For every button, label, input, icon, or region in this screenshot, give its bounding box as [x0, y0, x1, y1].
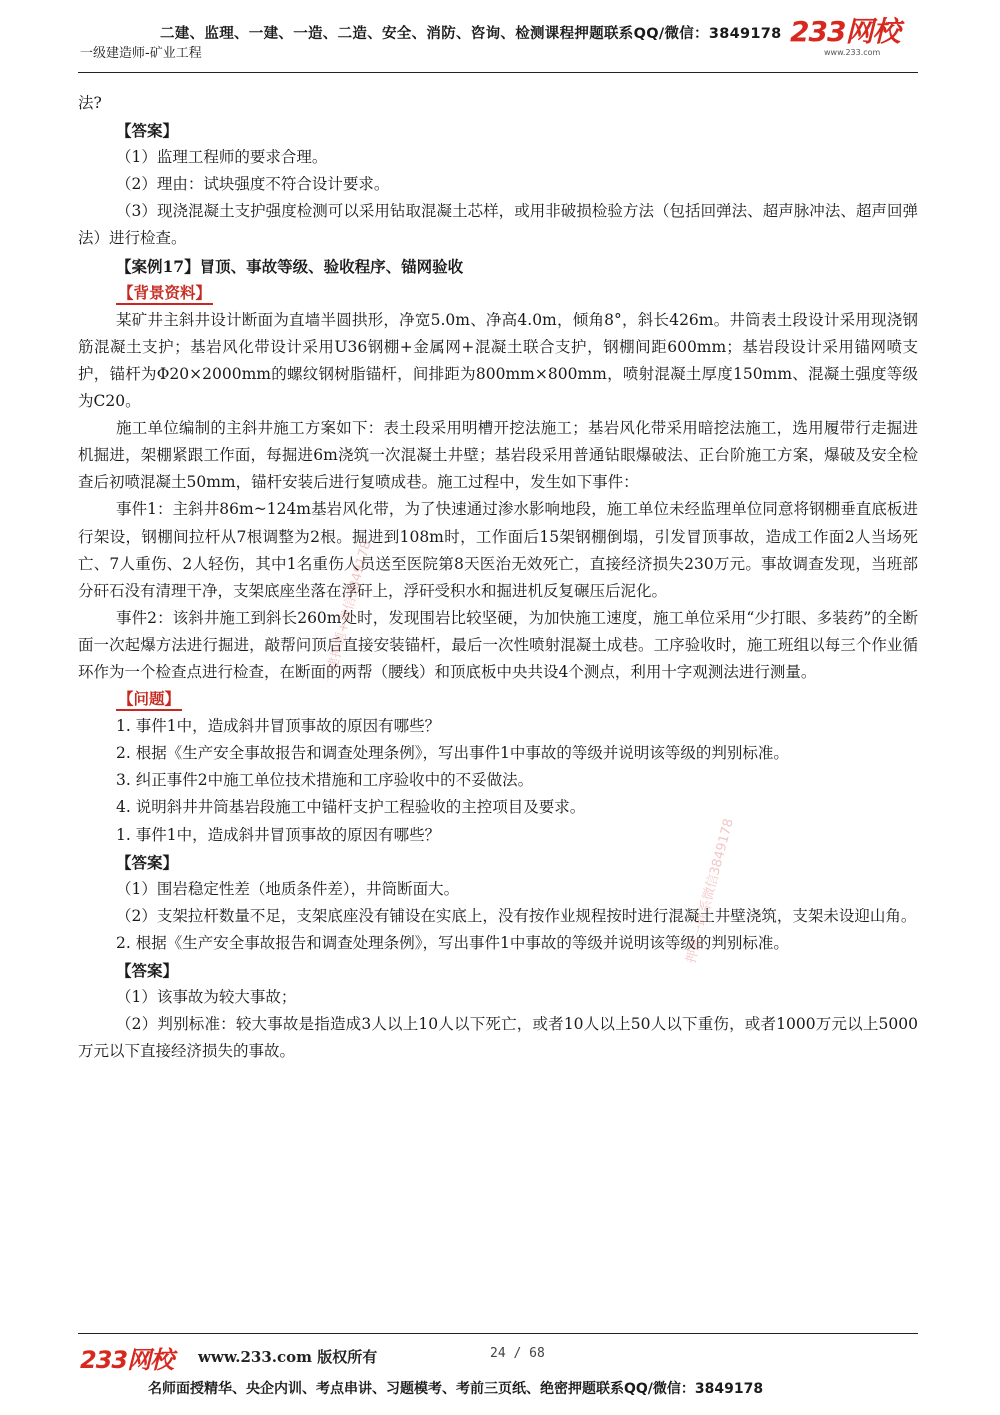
- section-label: 【问题】: [116, 689, 182, 711]
- page-number: 24 / 68: [490, 1346, 545, 1361]
- text-line: 3. 纠正事件2中施工单位技术措施和工序验收中的不妥做法。: [116, 771, 534, 790]
- paragraph: 事件2：该斜井施工到斜长260m处时，发现围岩比较坚硬，为加快施工速度，施工单位采用“少打眼、多装药”的全断面一次起爆方法进行掘进，敲帮问顶后直接安装锚杆，最后一次性喷射混凝土成巷。工序验收时，施工班组以每三个作业循环作为一个检查点进行检查，在断面的两帮（腰线）和顶底板中央共设4个测点，利用十字观测法进行测量。: [78, 608, 918, 681]
- text-line: （1）围岩稳定性差（地质条件差），井筒断面大。: [116, 879, 460, 898]
- watermark-2: 押题一联系微信3849178: [683, 817, 737, 965]
- section-label-row: [78, 686, 918, 713]
- text-line: 1. 事件1中，造成斜井冒顶事故的原因有哪些？: [116, 717, 441, 736]
- footer-logo: 233网校: [80, 1346, 174, 1374]
- section-label-row: [78, 280, 918, 307]
- footer-copyright: www.233.com 版权所有: [198, 1348, 378, 1366]
- section-heading: 【答案】: [116, 852, 179, 872]
- header-subtitle: 一级建造师-矿业工程: [80, 46, 202, 61]
- text-line: （2）理由：试块强度不符合设计要求。: [116, 175, 390, 194]
- footer-promo: 名师面授精华、央企内训、考点串讲、习题模考、考前三页纸、绝密押题联系QQ/微信：3849178: [148, 1381, 764, 1397]
- section-heading: 【答案】: [116, 121, 179, 141]
- section-label: 【背景资料】: [116, 283, 213, 305]
- paragraph: （2）支架拉杆数量不足，支架底座没有铺设在实底上，没有按作业规程按时进行混凝土井壁浇筑，支架未设迎山角。: [116, 906, 917, 925]
- text-line: 4. 说明斜井井筒基岩段施工中锚杆支护工程验收的主控项目及要求。: [116, 798, 586, 817]
- header-logo: [790, 16, 918, 64]
- paragraph: 2. 根据《生产安全事故报告和调查处理条例》，写出事件1中事故的等级并说明该等级的判别标准。: [116, 744, 789, 763]
- section-heading: 【答案】: [116, 961, 179, 980]
- footer-divider: [78, 1333, 918, 1334]
- text-line: 法?: [78, 94, 102, 112]
- text-line: 1. 事件1中，造成斜井冒顶事故的原因有哪些？: [116, 825, 441, 844]
- page-content: [78, 90, 918, 1065]
- section-heading: 【案例17】冒顶、事故等级、验收程序、锚网验收: [116, 256, 464, 276]
- paragraph: （3）现浇混凝土支护强度检测可以采用钻取混凝土芯样，或用非破损检验方法（包括回弹法、超声脉冲法、超声回弹法）进行检查。: [78, 202, 918, 248]
- paragraph: 施工单位编制的主斜井施工方案如下：表土段采用明槽开挖法施工；基岩风化带采用暗挖法施工，选用履带行走掘进机掘进，架棚紧跟工作面，每掘进6m浇筑一次混凝土井壁；基岩段采用普通钻眼爆破法、正台阶施工方案，爆破及安全检查后初喷混凝土50mm，锚杆安装后进行复喷成巷。施工过程中，发生如下事件：: [78, 419, 918, 492]
- header-divider: [78, 72, 918, 73]
- logo-url: www.233.com: [824, 48, 881, 57]
- watermark-1: 一建押题+微信3849178: [321, 539, 375, 685]
- header-promo: 二建、监理、一建、一造、二造、安全、消防、咨询、检测课程押题联系QQ/微信：3849178: [160, 26, 782, 42]
- text-line: （1）监理工程师的要求合理。: [116, 148, 328, 167]
- logo-text: 233网校: [790, 15, 900, 48]
- paragraph: （2）判别标准：较大事故是指造成3人以上10人以下死亡，或者10人以上50人以下重伤，或者1000万元以上5000万元以下直接经济损失的事故。: [78, 1015, 918, 1061]
- paragraph: 2. 根据《生产安全事故报告和调查处理条例》，写出事件1中事故的等级并说明该等级的判别标准。: [116, 933, 789, 952]
- paragraph: 某矿井主斜井设计断面为直墙半圆拱形，净宽5.0m、净高4.0m，倾角8°，斜长426m。井筒表土段设计采用现浇钢筋混凝土支护；基岩风化带设计采用U36钢棚+金属网+混凝土联合支护，钢棚间距600mm；基岩段设计采用锚网喷支护，锚杆为Φ20×2000mm的螺纹钢树脂锚杆，间排距为800mm×800mm，喷射混凝土厚度150mm、混凝土强度等级为C20。: [78, 310, 918, 411]
- paragraph: 事件1：主斜井86m~124m基岩风化带，为了快速通过渗水影响地段，施工单位未经监理单位同意将钢棚垂直底板进行架设，钢棚间拉杆从7根调整为2根。掘进到108m时，工作面后15架钢棚倒塌，引发冒顶事故，造成工作面2人当场死亡、7人重伤、2人轻伤，其中1名重伤人员送至医院第8天医治无效死亡，直接经济损失230万元。事故调查发现，当班部分矸石没有清理干净，支架底座坐落在浮矸上，浮矸受积水和掘进机反复碾压后泥化。: [78, 500, 918, 600]
- text-line: （1）该事故为较大事故；: [116, 988, 297, 1007]
